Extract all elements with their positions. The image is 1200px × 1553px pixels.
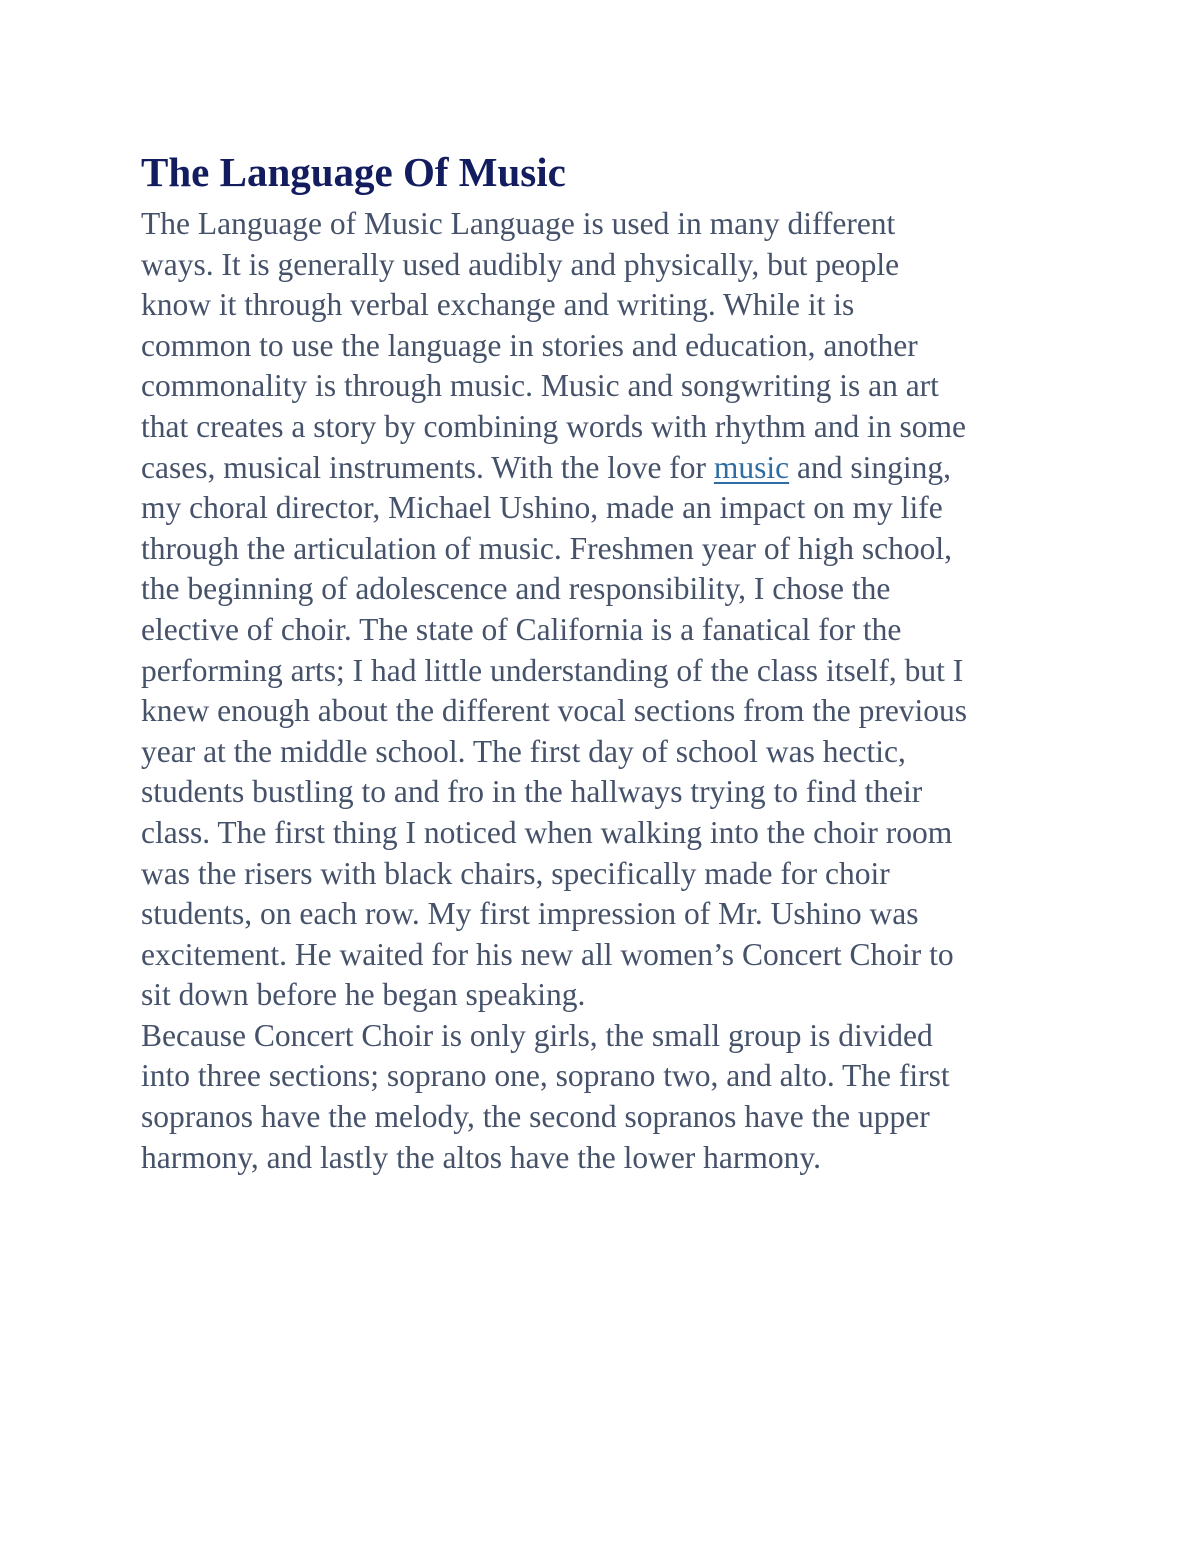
text-line: harmony, and lastly the altos have the lower harmony. <box>141 1139 821 1175</box>
text-line: students, on each row. My first impression of Mr. Ushino was <box>141 896 919 932</box>
text-line: sit down before he began speaking. <box>141 977 586 1013</box>
paragraph-2 <box>141 1016 1071 1178</box>
text-line: sopranos have the melody, the second sopranos have the upper <box>141 1099 930 1135</box>
text-line: that creates a story by combining words with rhythm and in some <box>141 408 966 444</box>
text-line: year at the middle school. The first day of school was hectic, <box>141 733 906 769</box>
text-line: performing arts; I had little understanding of the class itself, but I <box>141 652 964 688</box>
text-line: elective of choir. The state of California is a fanatical for the <box>141 611 902 647</box>
text-line: into three sections; soprano one, soprano two, and alto. The first <box>141 1058 950 1094</box>
text-line: class. The first thing I noticed when walking into the choir room <box>141 814 953 850</box>
text-line: students bustling to and fro in the hallways trying to find their <box>141 774 923 810</box>
text-line: ways. It is generally used audibly and physically, but people <box>141 246 900 282</box>
text-line: Because Concert Choir is only girls, the small group is divided <box>141 1017 933 1053</box>
text-line: through the articulation of music. Freshmen year of high school, <box>141 530 952 566</box>
text-line: The Language of Music Language is used in many different <box>141 206 896 241</box>
text-line: was the risers with black chairs, specifically made for choir <box>141 855 890 891</box>
document-title: The Language Of Music <box>141 149 566 195</box>
text-line: know it through verbal exchange and writing. While it is <box>141 287 855 323</box>
text-line: common to use the language in stories and education, another <box>141 327 918 363</box>
music-link[interactable]: music <box>713 449 790 485</box>
text-line: the beginning of adolescence and responsibility, I chose the <box>141 571 891 607</box>
paragraph-1 <box>141 204 1071 1016</box>
text-line: excitement. He waited for his new all women’s Concert Choir to <box>141 936 954 972</box>
text-segment: and singing, <box>789 449 952 485</box>
text-segment: cases, musical instruments. With the love for <box>141 449 714 485</box>
document-content <box>141 146 1071 1178</box>
text-line: commonality is through music. Music and songwriting is an art <box>141 368 939 404</box>
text-line: my choral director, Michael Ushino, made an impact on my life <box>141 490 943 526</box>
text-line-with-link <box>141 448 1071 489</box>
text-line: knew enough about the different vocal sections from the previous <box>141 693 968 729</box>
